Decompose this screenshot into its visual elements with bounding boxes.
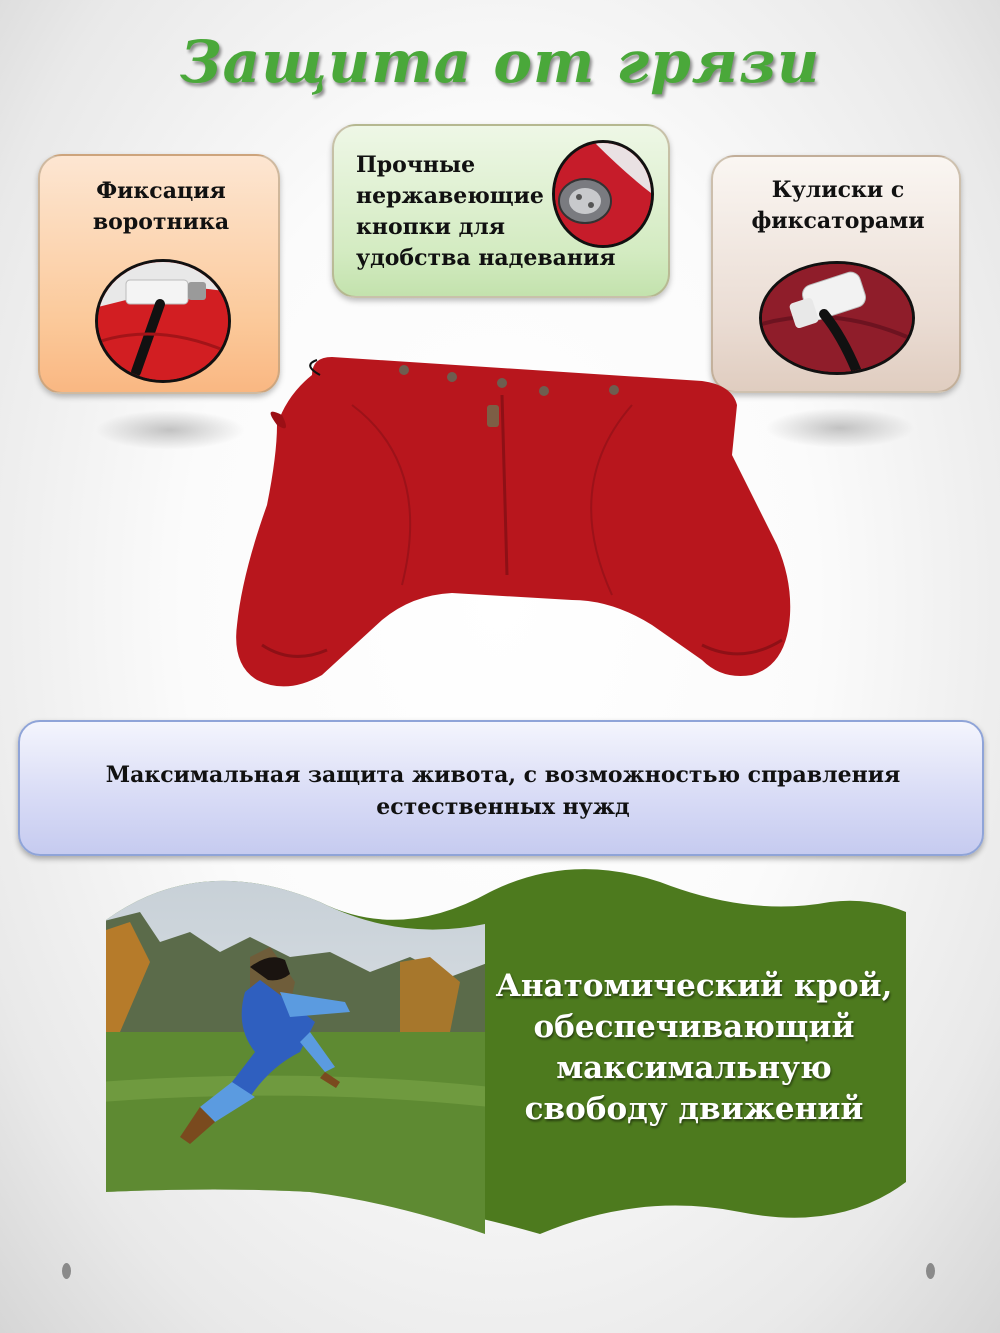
feature-card-buttons [332,124,670,298]
feature-label-buttons-line: удобства надевания [356,245,616,271]
snap-button-image [555,143,651,245]
feature-label-buttons-line: Прочные [356,152,476,178]
feature-label-drawstring: Кулиски с фиксаторами [751,177,925,234]
collar-clip-image [98,262,228,380]
dog-overalls-image [232,345,798,695]
collar-photo [95,259,231,383]
page-title: Защита от грязи [179,28,821,96]
belly-protection-banner [18,720,984,856]
snap-button-photo [552,140,654,248]
belly-protection-text: Максимальная защита живота, с возможностью справления естественных нужд [105,762,901,820]
feature-label-collar: Фиксация воротника [92,178,230,235]
slide-dot-left [62,1263,71,1279]
feature-label-buttons-line: кнопки для [356,214,506,240]
anatomy-text: Анатомический крой, обеспечивающий максимальную свободу движений [495,968,893,1127]
card-shadow [95,410,245,450]
feature-label-buttons-line: нержавеющие [356,183,544,209]
slide-dot-right [926,1263,935,1279]
